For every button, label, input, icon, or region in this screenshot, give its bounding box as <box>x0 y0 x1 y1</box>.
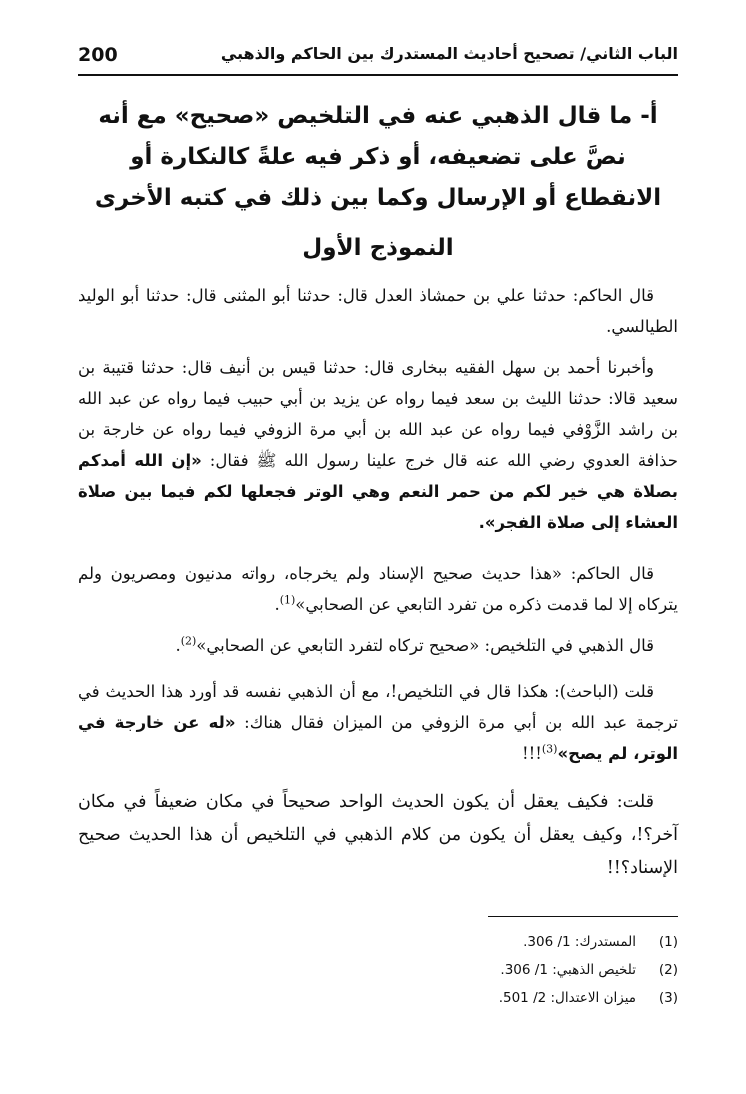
footnotes <box>300 928 678 1012</box>
running-title: الباب الثاني/ تصحيح أحاديث المستدرك بين الحاكم والذهبي <box>220 44 678 63</box>
paragraph-hakim-verdict: قال الحاكم: «هذا حديث صحيح الإسناد ولم يخرجاه، رواته مدنيون ومصريون ولم يتركاه إلا لما قدمت ذكره من تفرد التابعي عن الصحابي»$^{(1)}$. <box>78 564 678 614</box>
footnote-ref-2: (2) <box>180 634 197 648</box>
footnote-text: تلخيص الذهبي: 1/ 306. <box>500 962 636 978</box>
paragraph-dhahabi-talkhis: قال الذهبي في التلخيص: «صحيح تركاه لتفرد التابعي عن الصحابي»$^{(2)}$. <box>175 634 654 655</box>
paragraph-isnad-2 <box>78 352 678 538</box>
hakim-verdict-text: قال الحاكم: «هذا حديث صحيح الإسناد ولم يخرجاه، رواته مدنيون ومصريون ولم يتركاه إلا لما قدمت ذكره من تفرد التابعي عن الصحابي» <box>78 564 678 614</box>
page-number: 200 <box>78 44 118 66</box>
exclamation-marks: !!! <box>521 744 542 763</box>
hadith-text: «إن الله أمدكم بصلاة هي خير لكم من حمر النعم وهي الوتر فجعلها لكم فيما بين صلاة العشاء إلى صلاة الفجر». <box>78 451 678 532</box>
footnote-item <box>300 984 678 1012</box>
paragraph-isnad-1: قال الحاكم: حدثنا علي بن حمشاذ العدل قال: حدثنا أبو المثنى قال: حدثنا أبو الوليد الطيالسي. <box>78 286 678 336</box>
researcher-note-text: قلت (الباحث): هكذا قال في التلخيص!، مع أن الذهبي نفسه قد أورد هذا الحديث في ترجمة عبد الله بن أبي مرة الزوفي من الميزان فقال هناك: <box>78 682 678 732</box>
footnote-text: ميزان الاعتدال: 2/ 501. <box>498 990 636 1006</box>
paragraph-researcher-note <box>78 676 678 769</box>
footnote-item <box>300 956 678 984</box>
footnote-ref-1: (1) <box>279 593 296 607</box>
mizan-quote: «له عن خارجة في الوتر، لم يصح» <box>78 713 678 763</box>
isnad-text: وأخبرنا أحمد بن سهل الفقيه ببخارى قال: حدثنا قيس بن أنيف قال: حدثنا قتيبة بن سعيد قالا: حدثنا الليث بن سعد فيما رواه عن يزيد بن أبي حبيب فيما رواه عن عبد الله بن راشد الزَّوْفي فيما رواه عن عبد الله بن أبي مرة الزوفي فيما رواه عن خارجة بن حذافة العدوي رضي الله عنه قال خرج علينا رسول الله ﷺ فقال: <box>78 358 679 470</box>
footnote-number: (2) <box>658 962 678 978</box>
footnote-item <box>300 928 678 956</box>
footnote-text: المستدرك: 1/ 306. <box>523 934 636 950</box>
header-divider <box>78 74 678 76</box>
footnote-number: (3) <box>658 990 678 1006</box>
footnote-ref-3: (3) <box>541 742 558 756</box>
dhahabi-talkhis-text: قال الذهبي في التلخيص: «صحيح تركاه لتفرد التابعي عن الصحابي» <box>196 636 654 655</box>
running-header <box>78 38 678 78</box>
model-title: النموذج الأول <box>302 235 454 261</box>
footnote-divider <box>488 916 678 917</box>
footnote-number: (1) <box>658 934 678 950</box>
section-heading: أ- ما قال الذهبي عنه في التلخيص «صحيح» مع أنه نصَّ على تضعيفه، أو ذكر فيه علةً كالنكارة أو الانقطاع أو الإرسال وكما بين ذلك في كتبه الأخرى <box>94 103 662 211</box>
paragraph-conclusion: قلت: فكيف يعقل أن يكون الحديث الواحد صحيحاً في مكان ضعيفاً في مكان آخر؟!، وكيف يعقل أن يكون من كلام الذهبي في التلخيص أن هذا الحديث صحيح الإسناد؟!! <box>78 792 678 878</box>
